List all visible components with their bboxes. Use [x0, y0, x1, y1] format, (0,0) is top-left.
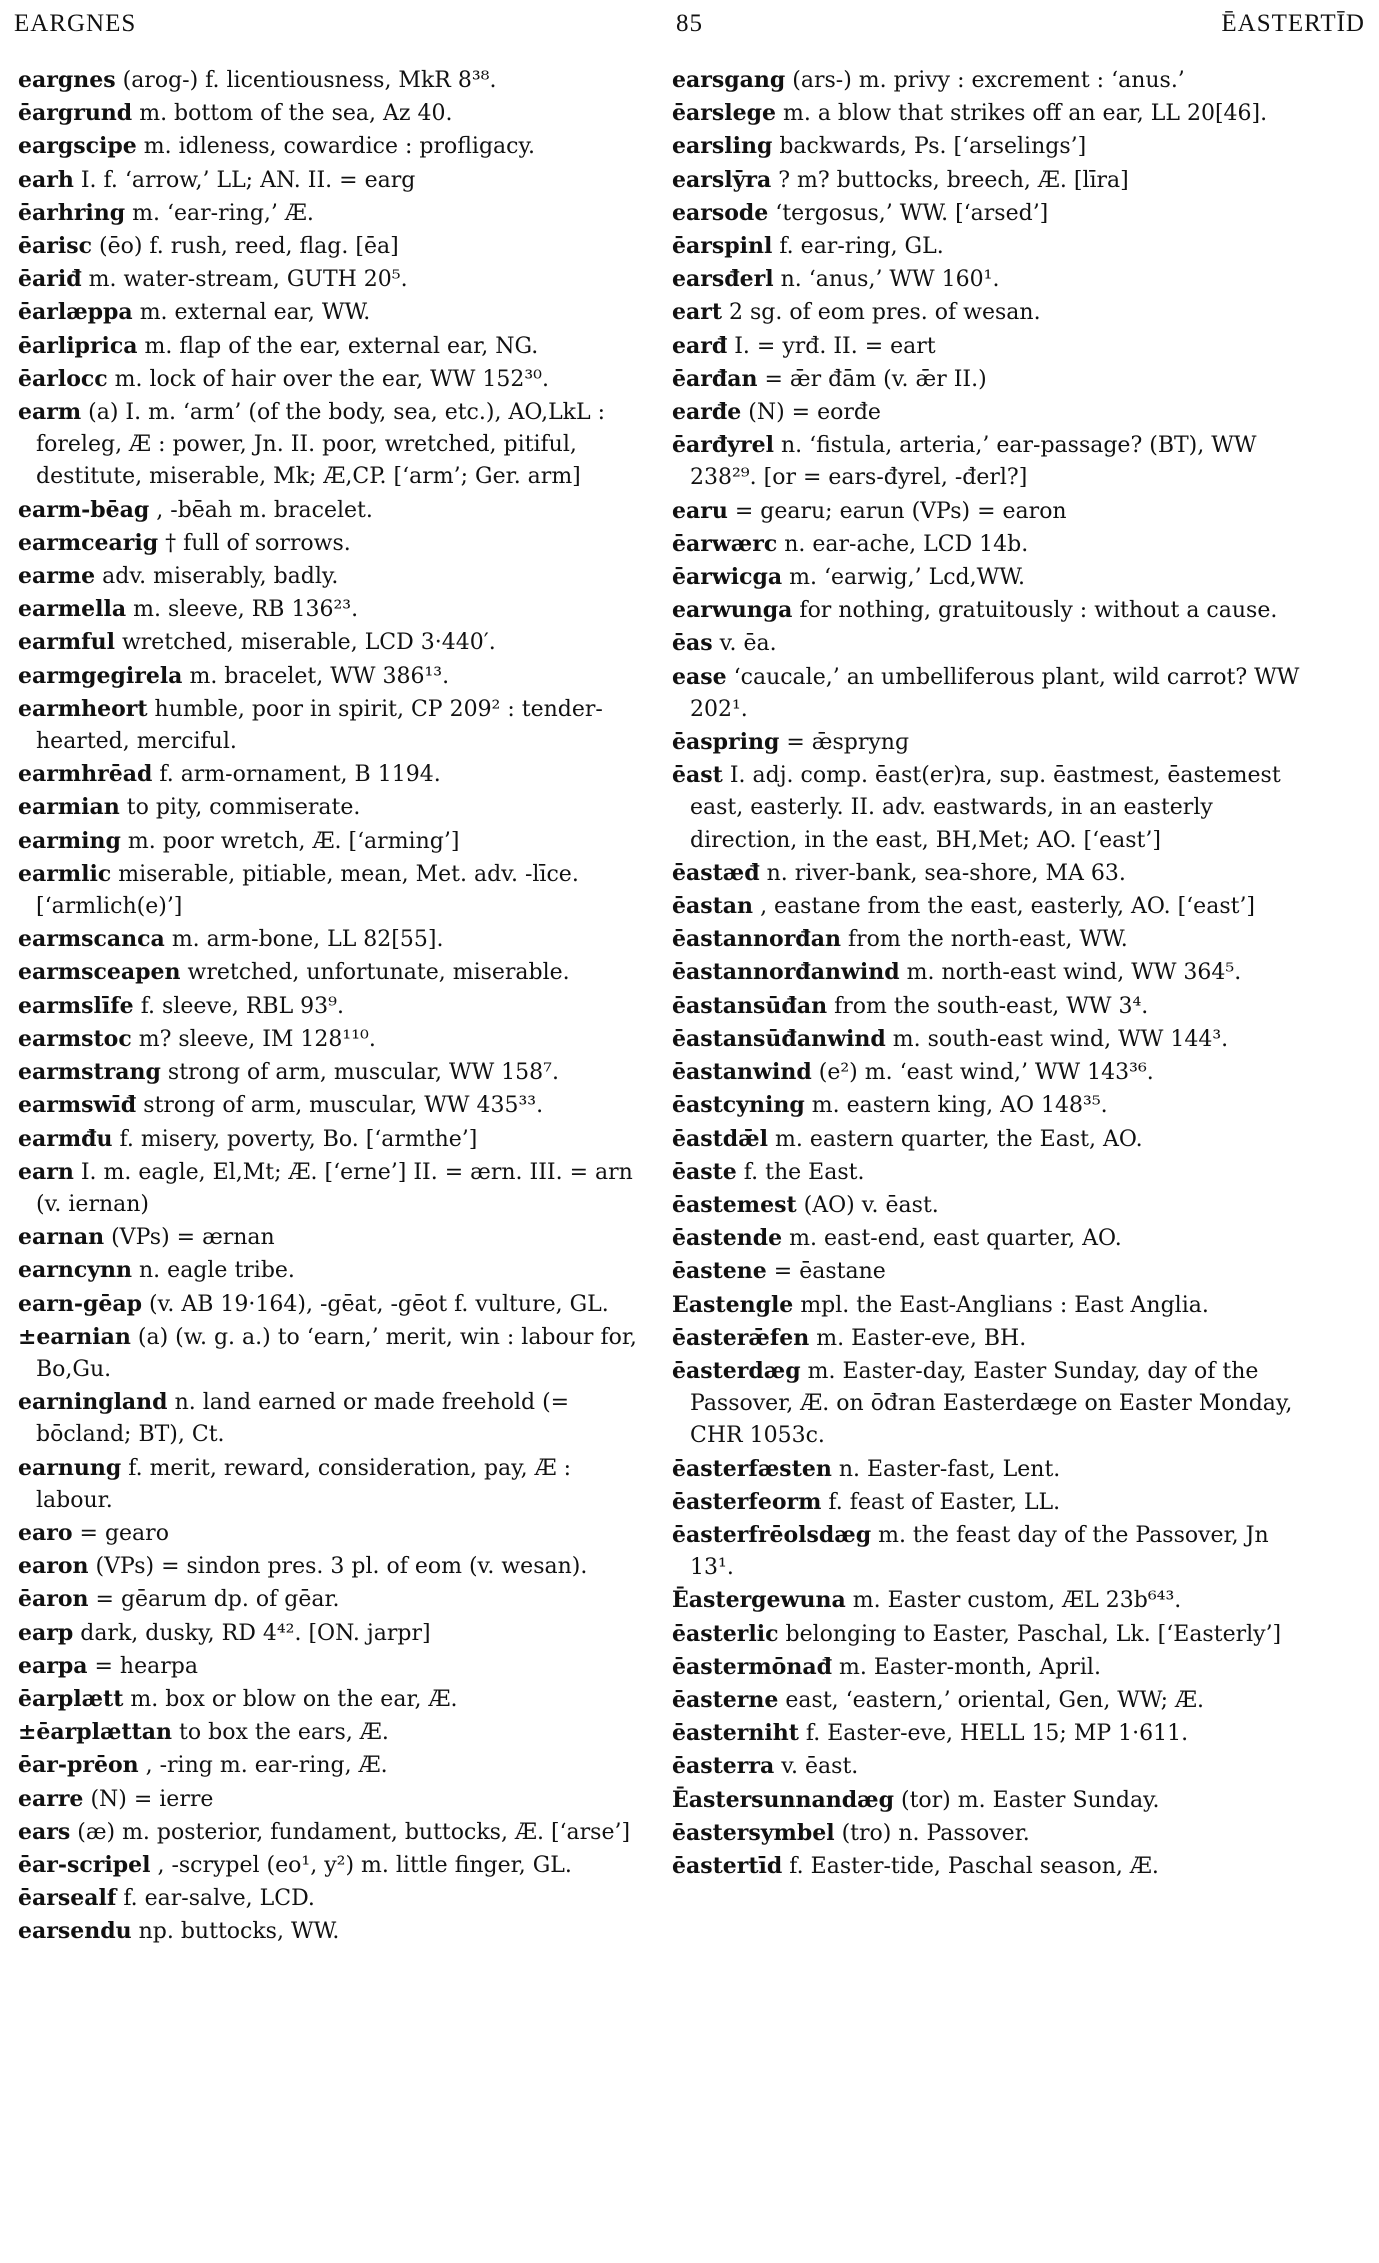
dictionary-entry	[672, 130, 1312, 163]
entry-headword: ēastemest	[672, 1191, 797, 1218]
dictionary-entry	[672, 1156, 1312, 1189]
entry-definition: m. ‘earwig,’ Lcd,WW.	[789, 565, 1025, 591]
entry-definition: (æ) m. posterior, fundament, buttocks, Æ. [‘arse’]	[77, 1819, 631, 1845]
dictionary-entry	[18, 660, 650, 693]
dictionary-entry	[18, 1056, 650, 1089]
dictionary-entry	[18, 197, 650, 230]
entry-headword: ēastannorđanwind	[672, 959, 900, 986]
entry-headword: ēar-prēon	[18, 1752, 139, 1779]
entry-definition: m. the feast day of the Passover, Jn 13¹.	[690, 1522, 1269, 1581]
entry-headword: earh	[18, 166, 74, 193]
entry-definition: = ǣr đām (v. ǣr II.)	[764, 366, 987, 392]
entry-headword: earmcearig	[18, 529, 159, 556]
dictionary-entry	[18, 64, 650, 97]
dictionary-entry	[672, 164, 1312, 197]
entry-headword: ēast	[672, 762, 723, 789]
entry-headword: earmscanca	[18, 926, 165, 953]
dictionary-entry	[18, 758, 650, 791]
entry-definition: m. a blow that strikes off an ear, LL 20[46].	[782, 101, 1268, 127]
entry-definition: m. south-east wind, WW 144³.	[892, 1026, 1229, 1052]
entry-definition: f. ear-salve, LCD.	[123, 1886, 315, 1912]
entry-definition: m? sleeve, IM 128¹¹⁰.	[138, 1026, 376, 1052]
entry-definition: n. Easter-fast, Lent.	[838, 1456, 1061, 1482]
entry-headword: ease	[672, 663, 727, 690]
entry-definition: n. eagle tribe.	[139, 1258, 295, 1284]
entry-headword: ēarwærc	[672, 530, 778, 557]
entry-definition: wretched, miserable, LCD 3·440′.	[121, 630, 496, 656]
dictionary-entry	[672, 561, 1312, 594]
entry-definition: m. sleeve, RB 136²³.	[133, 597, 359, 623]
dictionary-entry	[18, 1156, 650, 1221]
entry-headword: ēastende	[672, 1225, 783, 1252]
dictionary-entry	[18, 626, 650, 659]
dictionary-entry	[672, 1189, 1312, 1222]
entry-definition: m. Easter-day, Easter Sunday, day of the Passover, Æ. on ōđran Easterdæge on Easter Monday, CHR 1053c.	[690, 1358, 1293, 1449]
entry-headword: ēaspring	[672, 729, 780, 756]
entry-headword: earm-bēag	[18, 496, 150, 523]
dictionary-entry	[18, 1089, 650, 1122]
entry-definition: f. Easter-tide, Paschal season, Æ.	[789, 1853, 1159, 1879]
dictionary-entry	[672, 1123, 1312, 1156]
dictionary-entry	[18, 923, 650, 956]
dictionary-entry	[18, 1550, 650, 1583]
entry-definition: dark, dusky, RD 4⁴². [ON. jarpr]	[80, 1620, 431, 1646]
dictionary-entry	[672, 363, 1312, 396]
entry-headword: earre	[18, 1785, 84, 1812]
entry-headword: ēastersymbel	[672, 1819, 835, 1846]
entry-headword: Ēastergewuna	[672, 1587, 846, 1614]
entry-definition: to pity, commiserate.	[126, 795, 361, 821]
entry-headword: earmlic	[18, 860, 112, 887]
dictionary-entry	[18, 693, 650, 758]
dictionary-entry	[672, 1355, 1312, 1453]
entry-definition: strong of arm, muscular, WW 435³³.	[143, 1093, 544, 1119]
entry-definition: = gearo	[79, 1520, 169, 1546]
entry-headword: earmful	[18, 629, 115, 656]
dictionary-entry	[18, 825, 650, 858]
entry-definition: I. adj. comp. ēast(er)ra, sup. ēastmest, ēastemest east, easterly. II. adv. eastwards, in an easterly direction, in the east, BH,Met; AO. [‘east’]	[690, 763, 1281, 853]
entry-headword: earon	[18, 1553, 89, 1580]
entry-definition: (N) = ierre	[90, 1786, 214, 1812]
dictionary-entry	[18, 1816, 650, 1849]
entry-definition: n. ‘anus,’ WW 160¹.	[780, 267, 1000, 293]
dictionary-entry	[18, 1915, 650, 1948]
dictionary-entry	[672, 1717, 1312, 1750]
entry-headword: earmella	[18, 596, 127, 623]
entry-definition: = gearu; earun (VPs) = earon	[734, 498, 1067, 524]
entry-headword: ēargrund	[18, 100, 133, 127]
entry-headword: earmswīđ	[18, 1092, 137, 1119]
entry-headword: earmstrang	[18, 1059, 161, 1086]
entry-headword: ēarđyrel	[672, 432, 774, 459]
entry-headword: earningland	[18, 1389, 168, 1416]
entry-definition: n. ‘fistula, arteria,’ ear-passage? (BT), WW 238²⁹. [or = ears-đyrel, -đerl?]	[690, 433, 1257, 491]
entry-headword: ēarwicga	[672, 564, 783, 591]
dictionary-entry	[672, 396, 1312, 429]
entry-headword: earwunga	[672, 597, 793, 624]
dictionary-entry	[672, 1486, 1312, 1519]
dictionary-entry	[18, 1023, 650, 1056]
entry-headword: ēarisc	[18, 233, 92, 260]
running-head-left: EARGNES	[14, 10, 137, 37]
entry-definition: miserable, pitiable, mean, Met. adv. -līce. [‘armlich(e)’]	[36, 861, 579, 920]
dictionary-entry	[672, 759, 1312, 857]
entry-definition: wretched, unfortunate, miserable.	[187, 960, 570, 986]
entry-definition: to box the ears, Æ.	[179, 1720, 389, 1746]
entry-definition: f. feast of Easter, LL.	[828, 1489, 1061, 1515]
entry-definition: backwards, Ps. [‘arselings’]	[779, 134, 1087, 160]
entry-definition: m. flap of the ear, external ear, NG.	[144, 333, 539, 359]
dictionary-entry	[18, 230, 650, 263]
dictionary-entry	[18, 1882, 650, 1915]
dictionary-entry	[672, 1817, 1312, 1850]
entry-definition: from the north-east, WW.	[847, 927, 1128, 953]
entry-headword: earp	[18, 1619, 74, 1646]
dictionary-entry	[672, 1222, 1312, 1255]
entry-headword: ēarslege	[672, 100, 776, 127]
entry-headword: ēarhring	[18, 199, 126, 226]
dictionary-entry	[672, 990, 1312, 1023]
dictionary-entry	[18, 363, 650, 396]
entry-definition: f. Easter-eve, HELL 15; MP 1·611.	[805, 1721, 1189, 1747]
dictionary-entry	[18, 97, 650, 130]
entry-headword: ēaste	[672, 1158, 737, 1185]
entry-headword: ēasterfeorm	[672, 1488, 822, 1515]
dictionary-entry	[672, 197, 1312, 230]
entry-definition: east, ‘eastern,’ oriental, Gen, WW; Æ.	[785, 1687, 1205, 1713]
entry-headword: earmheort	[18, 695, 148, 722]
dictionary-entry	[672, 1519, 1312, 1584]
page-header	[14, 10, 1365, 46]
entry-headword: earsendu	[18, 1918, 132, 1945]
entry-headword: ēar-scripel	[18, 1851, 151, 1878]
entry-headword: earme	[18, 563, 96, 590]
entry-headword: ēastansūđan	[672, 992, 828, 1019]
entry-definition: (e²) m. ‘east wind,’ WW 143³⁶.	[818, 1060, 1154, 1086]
entry-headword: earmstoc	[18, 1025, 132, 1052]
entry-definition: (ēo) f. rush, reed, flag. [ēa]	[98, 234, 399, 260]
entry-headword: ēaron	[18, 1586, 89, 1613]
dictionary-entry	[18, 1783, 650, 1816]
entry-headword: earsđerl	[672, 266, 774, 293]
entry-headword: ēastene	[672, 1258, 767, 1285]
dictionary-entry	[18, 1650, 650, 1683]
dictionary-entry	[18, 593, 650, 626]
entry-headword: ears	[18, 1818, 71, 1845]
entry-headword: ēastertīd	[672, 1852, 783, 1879]
dictionary-entry	[18, 1683, 650, 1716]
entry-definition: = ǣsprynɡ	[786, 730, 910, 756]
entry-headword: earmian	[18, 794, 120, 821]
entry-headword: earslȳra	[672, 166, 772, 193]
entry-headword: earsode	[672, 199, 769, 226]
dictionary-entry	[672, 296, 1312, 329]
entry-headword: ēasterne	[672, 1686, 779, 1713]
entry-headword: earsling	[672, 133, 773, 160]
entry-definition: strong of arm, muscular, WW 158⁷.	[167, 1060, 559, 1086]
dictionary-entry	[672, 726, 1312, 759]
entry-headword: ēarliprica	[18, 332, 138, 359]
dictionary-entry	[672, 890, 1312, 923]
dictionary-entry	[18, 330, 650, 363]
entry-headword: earo	[18, 1519, 73, 1546]
entry-definition: m. box or blow on the ear, Æ.	[130, 1686, 458, 1712]
dictionary-entry	[672, 1750, 1312, 1783]
entry-definition: (VPs) = ærnan	[111, 1225, 275, 1251]
entry-headword: ēarplætt	[18, 1685, 124, 1712]
entry-headword: ēastan	[672, 893, 754, 920]
right-column	[672, 64, 1312, 2243]
entry-definition: m. Easter-month, April.	[838, 1654, 1101, 1680]
entry-definition: f. misery, poverty, Bo. [‘armthe’]	[119, 1126, 478, 1152]
left-column	[18, 64, 650, 2243]
entry-definition: (ars-) m. privy : excrement : ‘anus.’	[792, 68, 1185, 93]
entry-definition: m. poor wretch, Æ. [‘arming’]	[127, 828, 460, 854]
entry-headword: earmhrēad	[18, 761, 153, 788]
dictionary-entry	[672, 857, 1312, 890]
dictionary-entry	[672, 1322, 1312, 1355]
entry-headword: earsgang	[672, 67, 786, 93]
entry-headword: ēasterfæsten	[672, 1455, 832, 1482]
entry-headword: ēas	[672, 630, 713, 657]
dictionary-entry	[672, 1618, 1312, 1651]
entry-headword: earn-gēap	[18, 1290, 142, 1317]
dictionary-entry	[672, 1289, 1312, 1322]
entry-definition: (tor) m. Easter Sunday.	[901, 1787, 1160, 1813]
page-number: 85	[676, 10, 703, 37]
entry-definition: (a) (w. g. a.) to ‘earn,’ merit, win : labour for, Bo,Gu.	[36, 1324, 637, 1382]
dictionary-entry	[18, 1254, 650, 1287]
dictionary-entry	[18, 990, 650, 1023]
entry-definition: (v. AB 19·164), -gēat, -gēot f. vulture, GL.	[149, 1291, 609, 1317]
entry-definition: for nothing, gratuitously : without a cause.	[799, 598, 1278, 624]
entry-definition: ‘tergosus,’ WW. [‘arsed’]	[775, 200, 1049, 226]
entry-headword: earu	[672, 497, 728, 524]
entry-definition: I. m. eagle, El,Mt; Æ. [‘erne’] II. = ærn. III. = arn (v. iernan)	[36, 1159, 633, 1217]
entry-headword: earmđu	[18, 1125, 113, 1152]
entry-headword: ēastannorđan	[672, 926, 841, 953]
entry-definition: mpl. the East-Anglians : East Anglia.	[800, 1292, 1209, 1318]
entry-definition: † full of sorrows.	[165, 530, 351, 556]
dictionary-entry	[672, 495, 1312, 528]
entry-headword: ēarspinl	[672, 233, 773, 260]
dictionary-entry	[672, 923, 1312, 956]
entry-headword: earnan	[18, 1224, 105, 1251]
dictionary-entry	[672, 230, 1312, 263]
entry-headword: Eastengle	[672, 1291, 794, 1318]
dictionary-entry	[672, 528, 1312, 561]
entry-definition: = gēarum dp. of gēar.	[95, 1587, 340, 1613]
dictionary-entry	[18, 263, 650, 296]
dictionary-entry	[18, 1617, 650, 1650]
entry-definition: = ēastane	[773, 1259, 886, 1285]
entry-definition: (tro) n. Passover.	[841, 1820, 1030, 1846]
entry-headword: ēarsealf	[18, 1885, 117, 1912]
dictionary-entry	[18, 130, 650, 163]
dictionary-entry	[18, 858, 650, 923]
entry-definition: from the south-east, WW 3⁴.	[834, 993, 1149, 1019]
entry-headword: ēastcyning	[672, 1092, 805, 1119]
entry-definition: m. external ear, WW.	[139, 300, 371, 326]
entry-definition: m. north-east wind, WW 364⁵.	[906, 960, 1242, 986]
entry-headword: ēastansūđanwind	[672, 1025, 886, 1052]
dictionary-entry	[18, 1452, 650, 1517]
entry-definition: ‘caucale,’ an umbelliferous plant, wild carrot? WW 202¹.	[690, 664, 1300, 722]
entry-definition: , -bēah m. bracelet.	[156, 497, 373, 523]
entry-definition: f. arm-ornament, B 1194.	[159, 762, 441, 788]
entry-headword: earđe	[672, 399, 742, 426]
entry-definition: (arog-) f. licentiousness, MkR 8³⁸.	[122, 68, 497, 93]
entry-definition: m. Easter-eve, BH.	[816, 1325, 1027, 1351]
dictionary-entry	[672, 64, 1312, 97]
dictionary-entry	[18, 1221, 650, 1254]
entry-definition: m. lock of hair over the ear, WW 152³⁰.	[114, 366, 549, 392]
dictionary-entry	[18, 296, 650, 329]
entry-headword: eart	[672, 299, 723, 326]
entry-definition: belonging to Easter, Paschal, Lk. [‘Easterly’]	[785, 1621, 1282, 1647]
dictionary-entry	[18, 1583, 650, 1616]
entry-definition: ? m? buttocks, breech, Æ. [līra]	[778, 167, 1129, 193]
entry-headword: ēarlocc	[18, 365, 108, 392]
dictionary-entry	[672, 1056, 1312, 1089]
dictionary-entry	[672, 661, 1312, 726]
entry-headword: earnung	[18, 1454, 122, 1481]
dictionary-entry	[18, 494, 650, 527]
entry-definition: adv. miserably, badly.	[102, 564, 339, 590]
entry-definition: , -ring m. ear-ring, Æ.	[145, 1753, 388, 1779]
entry-definition: n. land earned or made freehold (= bōcland; BT), Ct.	[36, 1390, 570, 1448]
dictionary-entry	[672, 1089, 1312, 1122]
entry-headword: ±ēarplættan	[18, 1719, 173, 1746]
entry-headword: Ēastersunnandæg	[672, 1786, 894, 1813]
entry-headword: eargscipe	[18, 133, 137, 160]
entry-definition: np. buttocks, WW.	[138, 1919, 340, 1945]
entry-definition: m. idleness, cowardice : profligacy.	[143, 134, 535, 160]
entry-definition: f. sleeve, RBL 93⁹.	[140, 993, 344, 1019]
entry-definition: m. east-end, east quarter, AO.	[789, 1226, 1122, 1252]
dictionary-entry	[672, 429, 1312, 494]
dictionary-entry	[672, 1684, 1312, 1717]
entry-definition: m. ‘ear-ring,’ Æ.	[132, 200, 314, 226]
dictionary-entry	[18, 164, 650, 197]
dictionary-entry	[672, 1850, 1312, 1883]
entry-headword: earming	[18, 827, 121, 854]
dictionary-entry	[672, 627, 1312, 660]
running-head-right: ĒASTERTĪD	[1221, 10, 1365, 37]
entry-definition: (AO) v. ēast.	[803, 1192, 939, 1218]
entry-headword: ±earnian	[18, 1323, 131, 1350]
entry-definition: m. eastern quarter, the East, AO.	[775, 1126, 1143, 1152]
dictionary-entry	[18, 1386, 650, 1451]
dictionary-entry	[18, 560, 650, 593]
entry-headword: earđ	[672, 332, 728, 359]
entry-definition: , -scrypel (eo¹, y²) m. little finger, GL.	[157, 1852, 572, 1878]
entry-headword: ēarlæppa	[18, 299, 133, 326]
dictionary-entry	[672, 956, 1312, 989]
dictionary-entry	[672, 1584, 1312, 1617]
entry-definition: (VPs) = sindon pres. 3 pl. of eom (v. wesan).	[95, 1554, 588, 1580]
dictionary-entry	[672, 263, 1312, 296]
entry-headword: earpa	[18, 1652, 88, 1679]
dictionary-entry	[672, 1023, 1312, 1056]
entry-definition: I. f. ‘arrow,’ LL; AN. II. = earg	[80, 167, 416, 193]
dictionary-entry	[672, 594, 1312, 627]
entry-headword: earmslīfe	[18, 992, 134, 1019]
entry-headword: ēastæđ	[672, 859, 760, 886]
entry-definition: n. ear-ache, LCD 14b.	[784, 531, 1029, 557]
entry-headword: ēasterra	[672, 1753, 775, 1780]
dictionary-entry	[18, 791, 650, 824]
dictionary-entry	[672, 1453, 1312, 1486]
dictionary-entry	[18, 1123, 650, 1156]
dictionary-entry	[18, 396, 650, 494]
entry-definition: n. river-bank, sea-shore, MA 63.	[766, 860, 1126, 886]
entry-definition: f. merit, reward, consideration, pay, Æ : labour.	[36, 1455, 572, 1513]
entry-headword: ēasterdæg	[672, 1357, 801, 1384]
entry-definition: 2 sg. of eom pres. of wesan.	[729, 300, 1041, 326]
entry-headword: ēasterlic	[672, 1620, 779, 1647]
dictionary-entry	[672, 330, 1312, 363]
entry-headword: ēastdǣl	[672, 1125, 768, 1152]
entry-definition: v. ēa.	[719, 631, 777, 657]
entry-headword: eargnes	[18, 67, 116, 93]
entry-definition: = hearpa	[94, 1653, 198, 1679]
entry-headword: earmsceapen	[18, 959, 181, 986]
dictionary-entry	[18, 1288, 650, 1321]
entry-headword: earncynn	[18, 1257, 133, 1284]
entry-definition: m. arm-bone, LL 82[55].	[171, 927, 444, 953]
entry-definition: m. eastern king, AO 148³⁵.	[811, 1093, 1108, 1119]
dictionary-entry	[18, 956, 650, 989]
entry-definition: v. ēast.	[781, 1754, 859, 1780]
entry-definition: m. water-stream, GUTH 20⁵.	[88, 267, 408, 293]
dictionary-entry	[18, 527, 650, 560]
entry-definition: m. bottom of the sea, Az 40.	[139, 101, 453, 127]
entry-definition: (N) = eorđe	[748, 400, 881, 426]
dictionary-entry	[18, 1716, 650, 1749]
entry-definition: m. Easter custom, ÆL 23b⁶⁴³.	[852, 1588, 1182, 1614]
entry-definition: f. the East.	[743, 1159, 865, 1185]
entry-headword: earm	[18, 399, 82, 426]
dictionary-entry	[672, 1255, 1312, 1288]
entry-definition: f. ear-ring, GL.	[779, 234, 944, 260]
entry-definition: , eastane from the east, easterly, AO. [‘east’]	[760, 894, 1256, 920]
entry-headword: ēastanwind	[672, 1059, 812, 1086]
dictionary-entry	[672, 97, 1312, 130]
entry-definition: humble, poor in spirit, CP 209² : tender-hearted, merciful.	[36, 696, 603, 755]
entry-definition: m. bracelet, WW 386¹³.	[189, 663, 450, 689]
entry-definition: (a) I. m. ‘arm’ (of the body, sea, etc.), AO,LkL : foreleg, Æ : power, Jn. II. poor, wretched, pitiful, destitute, miserable, Mk; Æ,CP. [‘arm’; Ger. arm]	[36, 400, 606, 490]
dictionary-entry	[18, 1517, 650, 1550]
entry-headword: earn	[18, 1158, 74, 1185]
dictionary-entry	[672, 1651, 1312, 1684]
entry-headword: ēasterfrēolsdæg	[672, 1521, 872, 1548]
entry-headword: ēastermōnađ	[672, 1653, 832, 1680]
dictionary-entry	[18, 1849, 650, 1882]
entry-definition: I. = yrđ. II. = eart	[734, 333, 936, 359]
entry-headword: ēarđan	[672, 365, 758, 392]
dictionary-entry	[18, 1321, 650, 1386]
entry-headword: ēasterniht	[672, 1720, 799, 1747]
dictionary-entry	[18, 1749, 650, 1782]
entry-headword: ēariđ	[18, 266, 82, 293]
entry-headword: ēasterǣfen	[672, 1324, 810, 1351]
entry-headword: earmgegirela	[18, 662, 183, 689]
dictionary-entry	[672, 1784, 1312, 1817]
